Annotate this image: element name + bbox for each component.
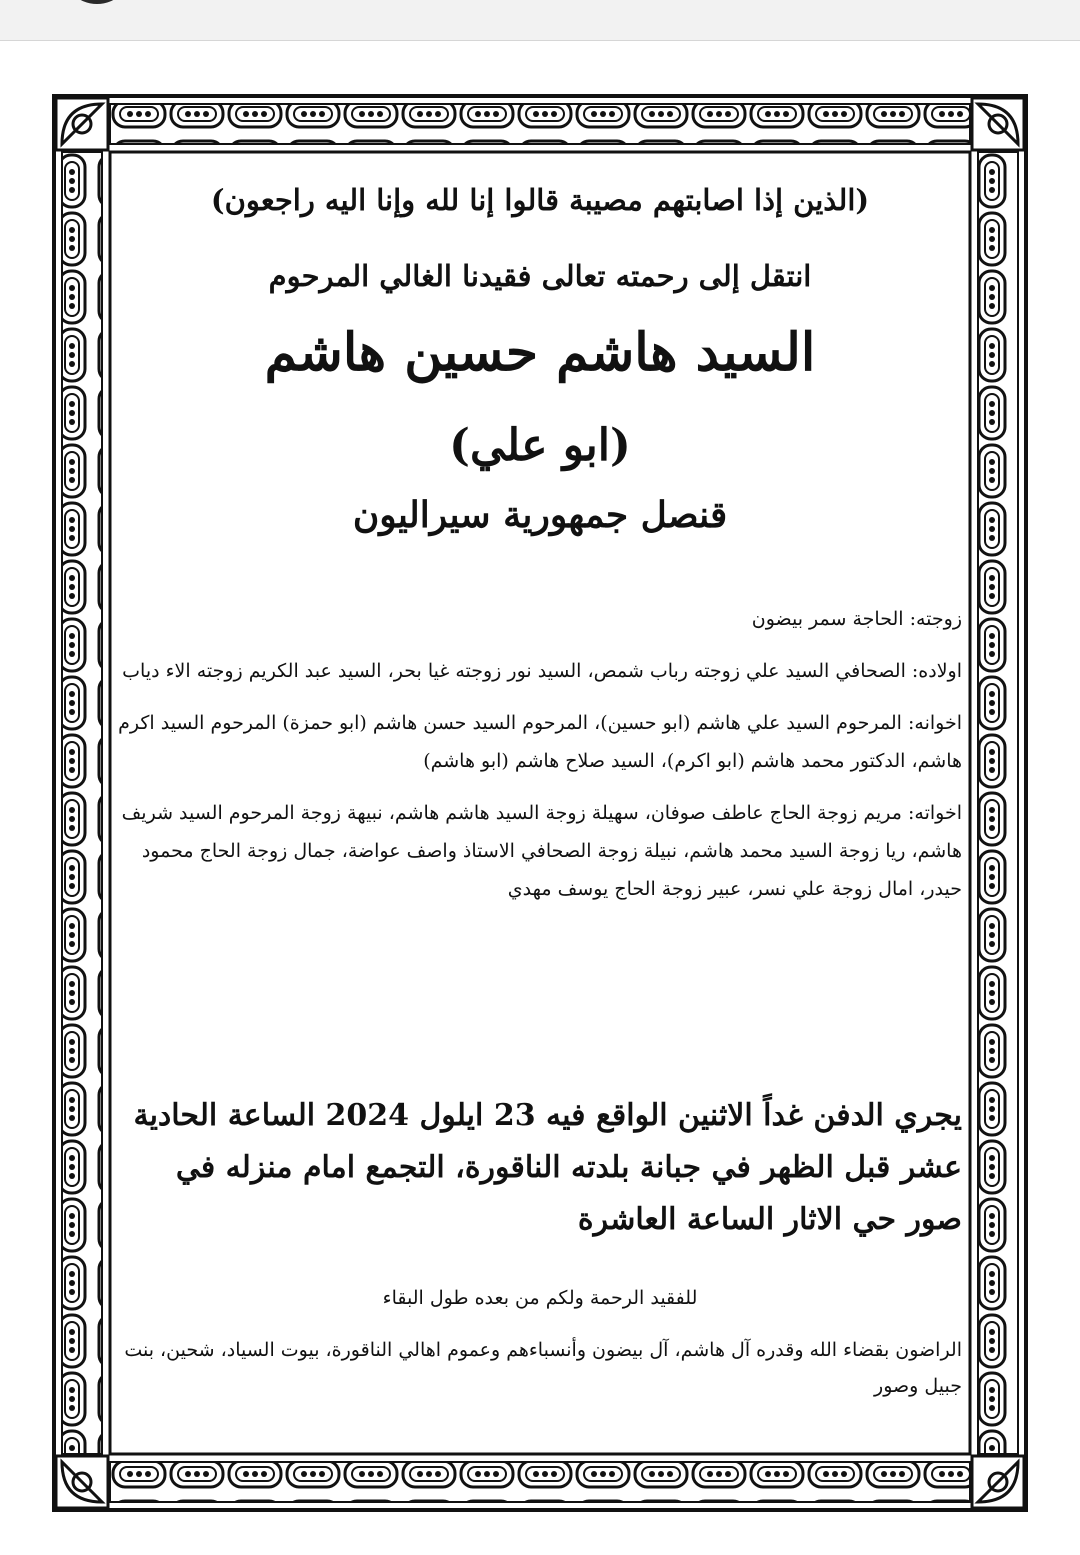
- brothers-line: اخوانه: المرحوم السيد علي هاشم (ابو حسين)، المرحوم السيد حسن هاشم (ابو حمزة) المرحوم السيد اكرم هاشم، الدكتور محمد هاشم (ابو اكرم)، السيد صلاح هاشم (ابو هاشم): [118, 712, 962, 772]
- wife-line: زوجته: الحاجة سمر بيضون: [751, 608, 962, 630]
- deceased-nickname: (ابو علي): [449, 420, 631, 471]
- obituary-content: [118, 160, 962, 1450]
- mourners-line: الراضون بقضاء الله وقدره آل هاشم، آل بيضون وأنسباءهم وعموم اهالي الناقورة، بيوت السياد، شحين، بنت جبيل وصور: [124, 1339, 962, 1397]
- sisters-line: اخواته: مريم زوجة الحاج عاطف صوفان، سهيلة زوجة السيد هاشم هاشم، نبيهة زوجة المرحوم السيد شريف هاشم، ريا زوجة السيد محمد هاشم، نبيلة زوجة الصحافي الاستاذ واصف عواضة، جمال زوجة الحاج محمود حيدر، امال زوجة علي نسر، عبير زوجة الحاج يوسف مهدي: [121, 802, 962, 900]
- deceased-name: السيد هاشم حسين هاشم: [264, 322, 816, 383]
- burial-details: يجري الدفن غداً الاثنين الواقع فيه 23 ايلول 2024 الساعة الحادية عشر قبل الظهر في جبانة بلدته الناقورة، التجمع امام منزله في صور حي الاثار الساعة العاشرة: [133, 1098, 962, 1237]
- avatar[interactable]: [62, 0, 132, 4]
- deceased-title: قنصل جمهورية سيراليون: [352, 494, 728, 536]
- intro-line: انتقل إلى رحمته تعالى فقيدنا الغالي المرحوم: [268, 259, 812, 293]
- children-line: اولاده: الصحافي السيد علي زوجته رباب شمص، السيد نور زوجته غيا بحر، السيد عبد الكريم زوجته الاء دياب: [122, 660, 962, 682]
- app-top-bar: [0, 0, 1080, 41]
- condolence-line: للفقيد الرحمة ولكم من بعده طول البقاء: [382, 1287, 698, 1309]
- family-list: [118, 600, 962, 922]
- quran-verse: (الذين إذا اصابتهم مصيبة قالوا إنا لله وإنا اليه راجعون): [210, 183, 870, 217]
